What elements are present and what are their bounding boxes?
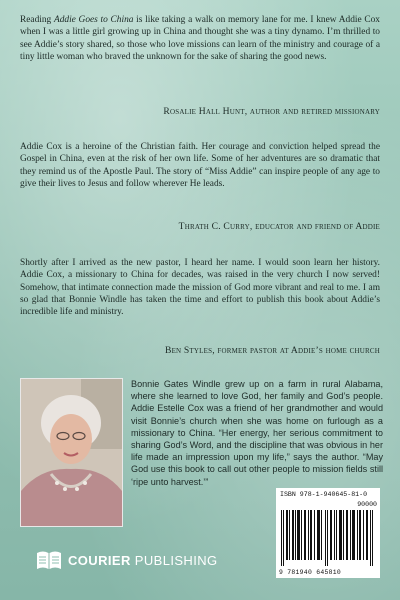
endorsement-1-attribution: Rosalie Hall Hunt, author and retired missionary xyxy=(163,106,380,117)
endorsement-3-attribution: Ben Styles, former pastor at Addie’s home church xyxy=(164,345,380,356)
publisher-name-bold: COURIER xyxy=(68,552,131,568)
author-bio: Bonnie Gates Windle grew up on a farm in rural Alabama, where she learned to love God, her family and God’s people. Addie Estelle Cox was a friend of her grandmother and would visit Bonnie’s church when she was home on furlough as a missionary to China. “Her energy, her serious commitment to sharing God’s Word, and the discipline that was obvious in her life made an impression upon my life,” says the author. “May God use this book to call out other people to mission fields still ‘ripe unto harvest.’” xyxy=(131,379,383,487)
isbn-barcode xyxy=(276,488,380,578)
barcode-bars-icon xyxy=(279,510,377,566)
isbn-number: ISBN 978-1-940645-81-0 xyxy=(280,491,368,498)
author-portrait-icon xyxy=(21,379,122,526)
publisher-logo xyxy=(36,548,218,572)
endorsement-2-attribution: Thrath C. Curry, educator and friend of Addie xyxy=(178,221,380,232)
open-book-icon xyxy=(36,549,62,571)
endorsement-1-body: is like taking a walk on memory lane for me. I knew Addie Cox when I was a little girl growing up in China and thought she was a tiny dynamo. I’m thrilled to see Addie’s story shared, so those who love missions can learn of the ministry and courage of a tiny little woman who braved the unknown for the sake of sharing the good news. xyxy=(20,15,380,62)
price-code: 90000 xyxy=(357,501,377,508)
endorsement-1 xyxy=(20,14,380,63)
book-title: Addie Goes to China xyxy=(53,15,134,25)
endorsement-1-lead: Reading xyxy=(20,15,54,25)
endorsement-2: Addie Cox is a heroine of the Christian faith. Her courage and conviction helped spread the Gospel in China, even at the risk of her own life. Some of her adventures are so dramatic that they remind us of the Apostle Paul. The story of “Miss Addie” can inspire people of any age to give their lives to Jesus and follow wherever He leads. xyxy=(20,142,380,189)
endorsement-3: Shortly after I arrived as the new pastor, I heard her name. I would soon learn her history. Addie Cox, a missionary to China for decades, was raised in the very church I now served! Somehow, that intimate connection made the mission of God more vibrant and real to me. I am so glad that Bonnie Windle has taken the time and effort to publish this book about Addie’s incredible life and ministry. xyxy=(20,258,380,318)
barcode-digits: 9 781940 645810 xyxy=(279,569,342,576)
publisher-name-light: PUBLISHING xyxy=(134,552,218,568)
author-photo xyxy=(20,378,123,527)
publisher-name xyxy=(68,553,218,568)
